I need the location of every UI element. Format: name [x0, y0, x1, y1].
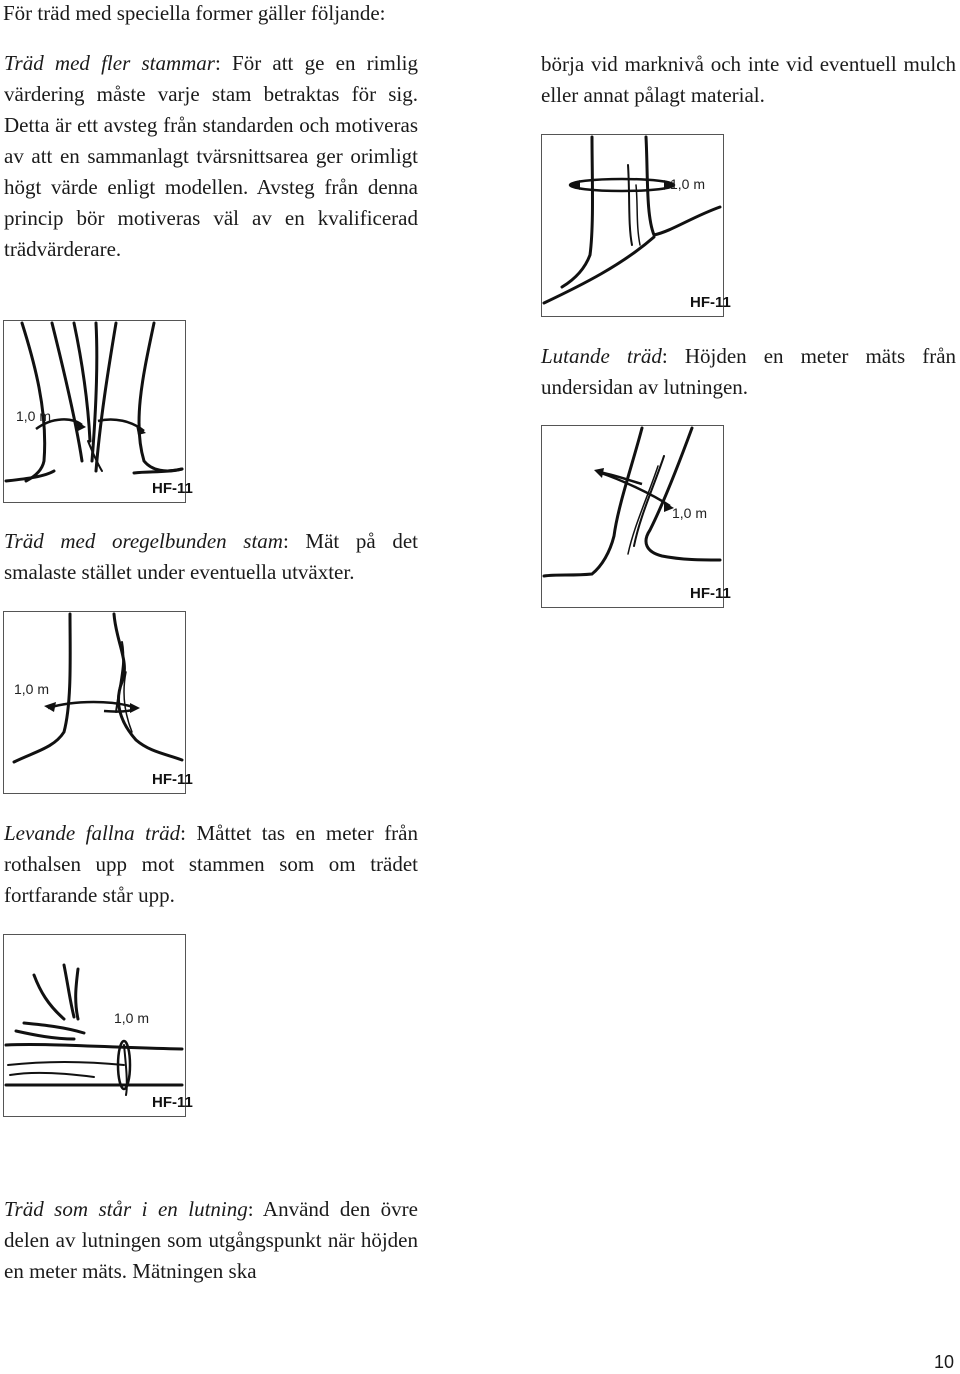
paragraph-leaning-tree — [541, 341, 956, 403]
paragraph-slope-continued: börja vid marknivå och inte vid eventuell mulch eller annat pålagt material. — [541, 52, 956, 107]
paragraph-multi-stem — [4, 48, 418, 265]
figure-multi-stem-label: 1,0 m — [16, 408, 52, 424]
text-irregular-stem: : Mät på det smalaste stället under eventuella utväxter. — [4, 529, 418, 584]
figure-slope-label: 1,0 m — [670, 176, 706, 192]
page-heading: För träd med speciella former gäller följande: — [3, 1, 386, 25]
figure-multi-stem-signature: HF-11 — [152, 480, 193, 497]
figure-irregular-stem-label: 1,0 m — [14, 681, 50, 697]
figure-irregular-stem-signature: HF-11 — [152, 771, 193, 788]
figure-multi-stem-tree — [3, 320, 193, 503]
figure-fallen-tree — [3, 934, 193, 1117]
figure-fallen-tree-signature: HF-11 — [152, 1094, 193, 1111]
paragraph-irregular-stem — [4, 526, 418, 588]
figure-fallen-tree-label: 1,0 m — [114, 1010, 150, 1026]
term-multi-stem: Träd med fler stammar — [4, 51, 215, 75]
term-irregular-stem: Träd med oregelbunden stam — [4, 529, 283, 553]
figure-irregular-stem-tree — [3, 611, 193, 794]
term-fallen-tree: Levande fallna träd — [4, 821, 181, 845]
text-leaning-tree: : Höjden en meter mäts från undersidan av lutningen. — [541, 344, 957, 399]
term-leaning-tree: Lutande träd — [541, 344, 662, 368]
text-fallen-tree: : Måttet tas en meter från rothalsen upp mot stammen som om trädet fortfarande står upp. — [4, 821, 418, 907]
figure-leaning-tree — [541, 425, 731, 608]
paragraph-slope — [4, 1194, 418, 1287]
figure-slope-signature: HF-11 — [690, 294, 731, 311]
term-slope: Träd som står i en lutning — [4, 1197, 248, 1221]
figure-leaning-tree-signature: HF-11 — [690, 585, 731, 602]
text-slope: : Använd den övre delen av lutningen som utgångspunkt när höjden en meter mäts. Mätningen ska — [4, 1197, 418, 1283]
figure-leaning-tree-label: 1,0 m — [672, 505, 708, 521]
figure-slope-tree — [541, 134, 731, 317]
text-multi-stem: : För att ge en rimlig värdering måste varje stam betraktas för sig. Detta är ett avsteg från standarden och motiveras av att en sammanlagt tvärsnittsarea ger orimligt högt värde enligt modellen. Avsteg från denna princip bör motiveras väl av en kvalificerad trädvärderare. — [4, 51, 418, 261]
page-number: 10 — [933, 1352, 954, 1372]
paragraph-fallen-tree — [4, 818, 418, 911]
